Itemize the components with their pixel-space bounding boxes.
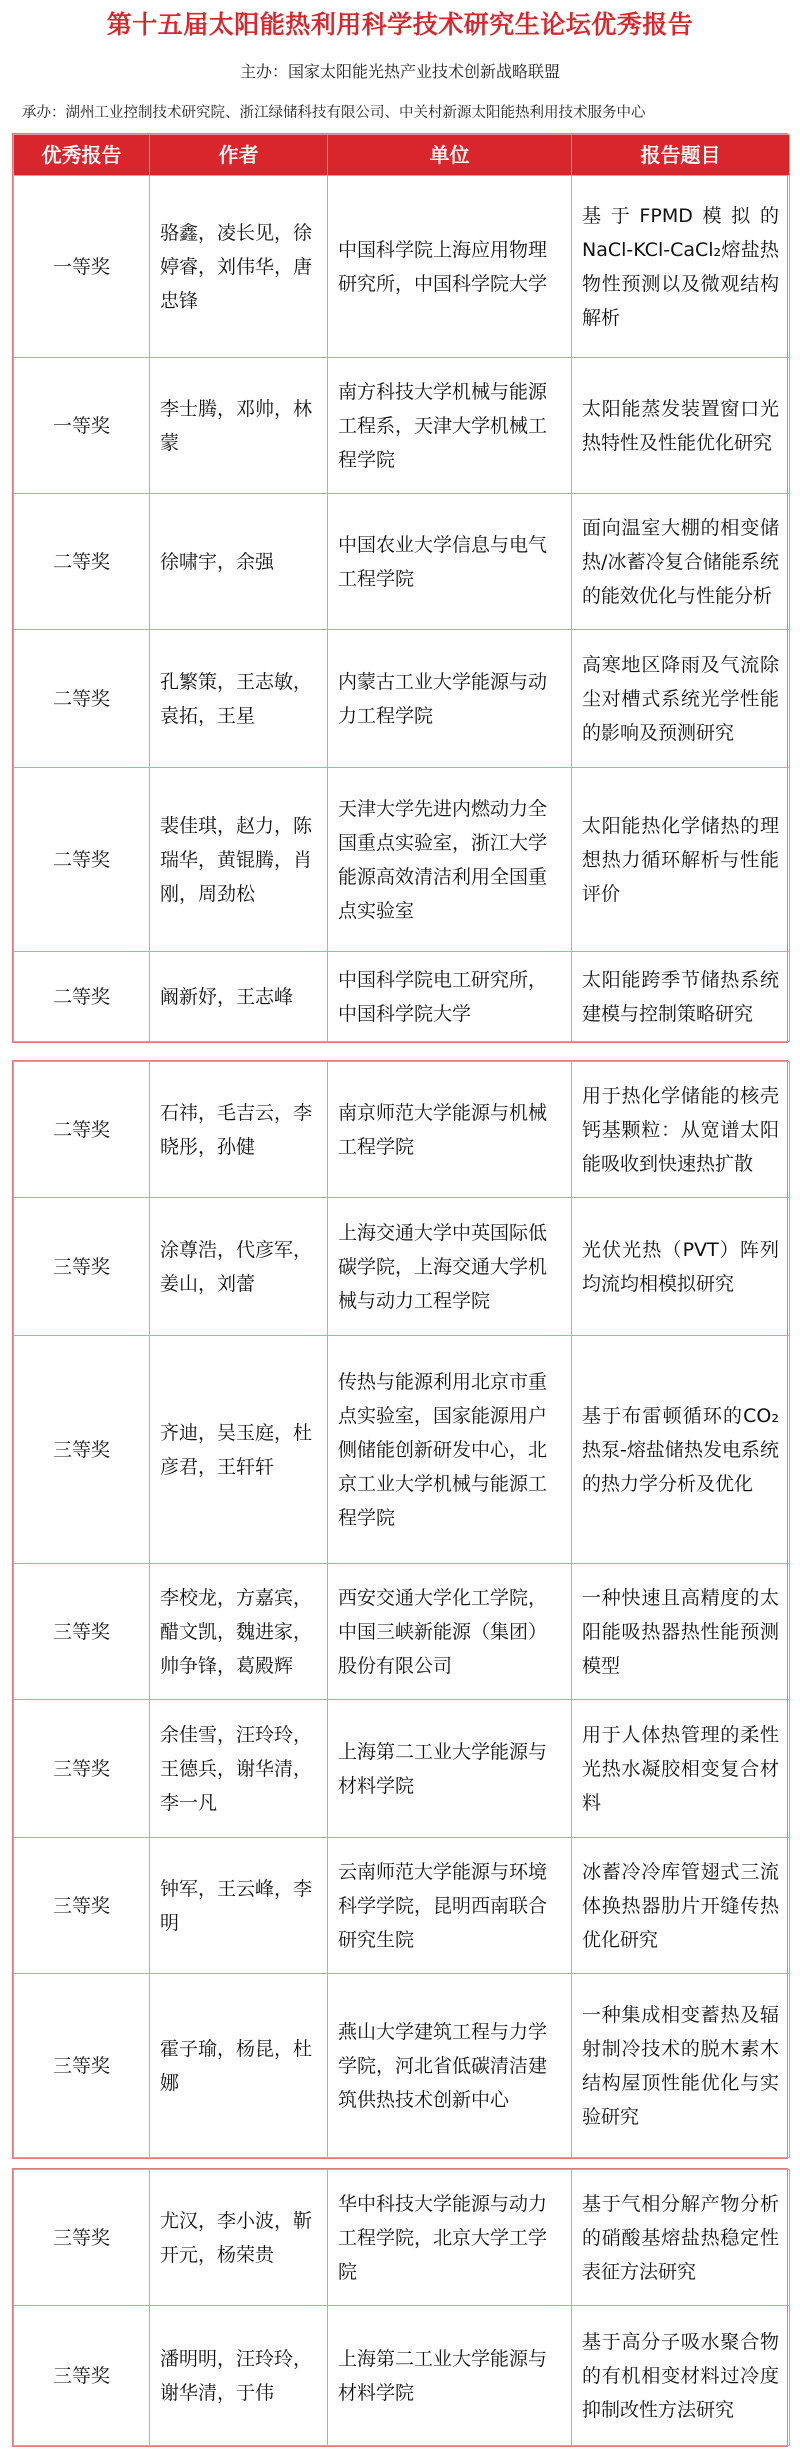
award-cell: 三等奖 bbox=[14, 1700, 150, 1838]
award-cell: 二等奖 bbox=[14, 952, 150, 1042]
authors-cell: 李校龙，方嘉宾，醋文凯，魏进家，帅争锋，葛殿辉 bbox=[150, 1564, 328, 1700]
topic-cell: 太阳能蒸发装置窗口光热特性及性能优化研究 bbox=[572, 358, 790, 494]
table-row bbox=[14, 1062, 790, 1198]
topic-cell: 一种集成相变蓄热及辐射制冷技术的脱木素木结构屋顶性能优化与实验研究 bbox=[572, 1974, 790, 2158]
unit-cell: 传热与能源利用北京市重点实验室，国家能源用户侧储能创新研发中心，北京工业大学机械与能源工程学院 bbox=[328, 1336, 572, 1564]
awards-table-section-2 bbox=[12, 1060, 788, 2159]
topic-cell: 用于人体热管理的柔性光热水凝胶相变复合材料 bbox=[572, 1700, 790, 1838]
unit-cell: 中国农业大学信息与电气工程学院 bbox=[328, 494, 572, 630]
unit-cell: 南京师范大学能源与机械工程学院 bbox=[328, 1062, 572, 1198]
topic-cell: 太阳能跨季节储热系统建模与控制策略研究 bbox=[572, 952, 790, 1042]
undertake-line: 承办：湖州工业控制技术研究院、浙江绿储科技有限公司、中关村新源太阳能热利用技术服务中心 bbox=[22, 105, 646, 121]
unit-cell: 燕山大学建筑工程与力学学院，河北省低碳清洁建筑供热技术创新中心 bbox=[328, 1974, 572, 2158]
topic-cell: 面向温室大棚的相变储热/冰蓄冷复合储能系统的能效优化与性能分析 bbox=[572, 494, 790, 630]
column-header-authors: 作者 bbox=[150, 135, 328, 176]
topic-cell: 基于布雷顿循环的CO₂热泵-熔盐储热发电系统的热力学分析及优化 bbox=[572, 1336, 790, 1564]
page-title: 第十五届太阳能热利用科学技术研究生论坛优秀报告 bbox=[106, 10, 694, 39]
table-row bbox=[14, 1838, 790, 1974]
table-row bbox=[14, 494, 790, 630]
topic-cell: 高寒地区降雨及气流除尘对槽式系统光学性能的影响及预测研究 bbox=[572, 630, 790, 768]
topic-cell: 基于FPMD模拟的NaCl-KCl-CaCl₂熔盐热物性预测以及微观结构解析 bbox=[572, 176, 790, 358]
authors-cell: 余佳雪，汪玲玲，王德兵，谢华清，李一凡 bbox=[150, 1700, 328, 1838]
authors-cell: 钟军，王云峰，李明 bbox=[150, 1838, 328, 1974]
topic-cell: 基于气相分解产物分析的硝酸基熔盐热稳定性表征方法研究 bbox=[572, 2170, 790, 2306]
award-cell: 三等奖 bbox=[14, 1974, 150, 2158]
unit-cell: 南方科技大学机械与能源工程系，天津大学机械工程学院 bbox=[328, 358, 572, 494]
awards-table-section-1 bbox=[12, 133, 788, 1043]
authors-cell: 潘明明，汪玲玲，谢华清，于伟 bbox=[150, 2306, 328, 2446]
award-cell: 二等奖 bbox=[14, 1062, 150, 1198]
authors-cell: 孔繁策，王志敏，袁拓，王星 bbox=[150, 630, 328, 768]
award-cell: 一等奖 bbox=[14, 176, 150, 358]
column-header-award: 优秀报告 bbox=[14, 135, 150, 176]
table-row bbox=[14, 176, 790, 358]
topic-cell: 基于高分子吸水聚合物的有机相变材料过冷度抑制改性方法研究 bbox=[572, 2306, 790, 2446]
table-row bbox=[14, 358, 790, 494]
award-cell: 三等奖 bbox=[14, 2306, 150, 2446]
table-row bbox=[14, 1198, 790, 1336]
topic-cell: 用于热化学储能的核壳钙基颗粒：从宽谱太阳能吸收到快速热扩散 bbox=[572, 1062, 790, 1198]
award-cell: 三等奖 bbox=[14, 1838, 150, 1974]
unit-cell: 上海第二工业大学能源与材料学院 bbox=[328, 1700, 572, 1838]
topic-cell: 太阳能热化学储热的理想热力循环解析与性能评价 bbox=[572, 768, 790, 952]
table-row bbox=[14, 1564, 790, 1700]
table-row bbox=[14, 2170, 790, 2306]
authors-cell: 裴佳琪，赵力，陈瑞华，黄锟腾，肖刚，周劲松 bbox=[150, 768, 328, 952]
table-row bbox=[14, 952, 790, 1042]
award-cell: 二等奖 bbox=[14, 494, 150, 630]
award-cell: 一等奖 bbox=[14, 358, 150, 494]
award-cell: 三等奖 bbox=[14, 2170, 150, 2306]
award-cell: 二等奖 bbox=[14, 630, 150, 768]
table-row bbox=[14, 1336, 790, 1564]
authors-cell: 骆鑫，凌长见，徐婷睿，刘伟华，唐忠锋 bbox=[150, 176, 328, 358]
authors-cell: 霍子瑜，杨昆，杜娜 bbox=[150, 1974, 328, 2158]
award-cell: 三等奖 bbox=[14, 1564, 150, 1700]
unit-cell: 上海交通大学中英国际低碳学院，上海交通大学机械与动力工程学院 bbox=[328, 1198, 572, 1336]
unit-cell: 上海第二工业大学能源与材料学院 bbox=[328, 2306, 572, 2446]
topic-cell: 光伏光热（PVT）阵列均流均相模拟研究 bbox=[572, 1198, 790, 1336]
unit-cell: 内蒙古工业大学能源与动力工程学院 bbox=[328, 630, 572, 768]
table-row bbox=[14, 630, 790, 768]
host-line: 主办：国家太阳能光热产业技术创新战略联盟 bbox=[239, 62, 560, 81]
authors-cell: 石祎，毛吉云，李晓彤，孙健 bbox=[150, 1062, 328, 1198]
authors-cell: 齐迪，吴玉庭，杜彦君，王轩轩 bbox=[150, 1336, 328, 1564]
table-row bbox=[14, 1974, 790, 2158]
topic-cell: 冰蓄冷冷库管翅式三流体换热器肋片开缝传热优化研究 bbox=[572, 1838, 790, 1974]
topic-cell: 一种快速且高精度的太阳能吸热器热性能预测模型 bbox=[572, 1564, 790, 1700]
authors-cell: 涂尊浩，代彦军，姜山，刘蕾 bbox=[150, 1198, 328, 1336]
authors-cell: 尤汉，李小波，靳开元，杨荣贵 bbox=[150, 2170, 328, 2306]
authors-cell: 阚新妤，王志峰 bbox=[150, 952, 328, 1042]
column-header-unit: 单位 bbox=[328, 135, 572, 176]
table-row bbox=[14, 1700, 790, 1838]
table-header-row bbox=[14, 135, 790, 176]
awards-table-section-3 bbox=[12, 2168, 788, 2447]
table-row bbox=[14, 768, 790, 952]
unit-cell: 西安交通大学化工学院，中国三峡新能源（集团）股份有限公司 bbox=[328, 1564, 572, 1700]
authors-cell: 徐啸宇，余强 bbox=[150, 494, 328, 630]
unit-cell: 云南师范大学能源与环境科学学院，昆明西南联合研究生院 bbox=[328, 1838, 572, 1974]
column-header-topic: 报告题目 bbox=[572, 135, 790, 176]
table-row bbox=[14, 2306, 790, 2446]
unit-cell: 天津大学先进内燃动力全国重点实验室，浙江大学能源高效清洁利用全国重点实验室 bbox=[328, 768, 572, 952]
unit-cell: 中国科学院上海应用物理研究所，中国科学院大学 bbox=[328, 176, 572, 358]
award-cell: 三等奖 bbox=[14, 1198, 150, 1336]
authors-cell: 李士腾，邓帅，林蒙 bbox=[150, 358, 328, 494]
unit-cell: 中国科学院电工研究所，中国科学院大学 bbox=[328, 952, 572, 1042]
unit-cell: 华中科技大学能源与动力工程学院，北京大学工学院 bbox=[328, 2170, 572, 2306]
award-cell: 三等奖 bbox=[14, 1336, 150, 1564]
award-cell: 二等奖 bbox=[14, 768, 150, 952]
